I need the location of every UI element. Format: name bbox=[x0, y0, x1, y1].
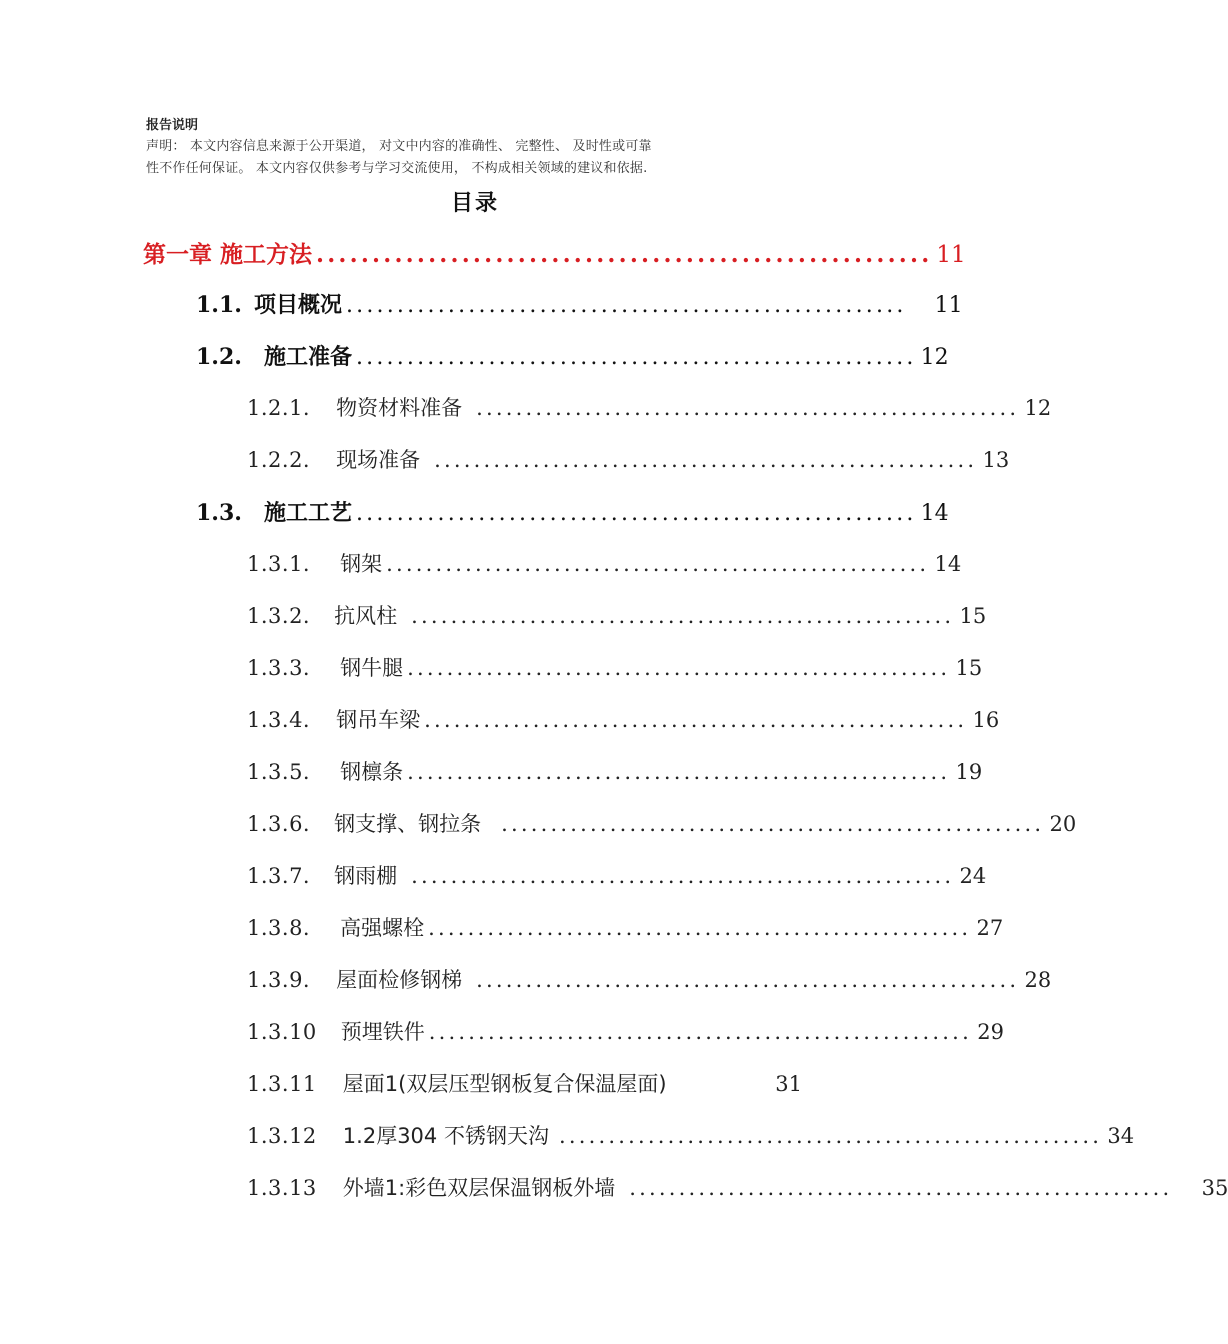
toc-page-number: 13 bbox=[982, 448, 1010, 472]
toc-entry-title: 预埋铁件 bbox=[340, 1020, 425, 1044]
toc-entry-title: 1.2厚304 不锈钢天沟 bbox=[342, 1124, 549, 1148]
toc-entry-title: 钢吊车梁 bbox=[336, 708, 421, 732]
toc-entry-1-3-13[interactable] bbox=[247, 1172, 1228, 1206]
toc-entry-1-3-2[interactable] bbox=[247, 600, 987, 634]
toc-leader-dots: ....................................................... bbox=[407, 760, 951, 784]
toc-leader-dots: ....................................................... bbox=[428, 916, 972, 940]
toc-entry-title: 第一章 施工方法 bbox=[143, 242, 313, 268]
toc-entry-number: 1.2.1. bbox=[247, 396, 311, 420]
toc-entry-number: 1.3.3. bbox=[247, 656, 311, 680]
toc-entry-number: 1.3.7. bbox=[247, 864, 311, 888]
toc-page-number: 19 bbox=[955, 760, 983, 784]
toc-entry-1-3-1[interactable] bbox=[247, 548, 962, 582]
toc-entry-title: 钢牛腿 bbox=[340, 656, 404, 680]
toc-leader-dots: ....................................................... bbox=[476, 968, 1020, 992]
toc-entry-1-3-5[interactable] bbox=[247, 756, 983, 790]
toc-leader-dots: ....................................................... bbox=[355, 501, 917, 526]
toc-entry-1-3-4[interactable] bbox=[247, 704, 1000, 738]
toc-entry-number: 1.3. bbox=[196, 500, 242, 526]
toc-entry-number: 1.3.10 bbox=[247, 1020, 317, 1044]
toc-entry-title: 施工准备 bbox=[263, 345, 352, 370]
toc-entry-number: 1.2. bbox=[196, 344, 242, 370]
toc-leader-dots: ....................................................... bbox=[355, 345, 917, 370]
toc-entry-1-3-10[interactable] bbox=[247, 1016, 1004, 1050]
toc-page-number: 29 bbox=[977, 1020, 1004, 1044]
toc-page-number: 20 bbox=[1049, 812, 1077, 836]
toc-leader-dots: ....................................................... bbox=[411, 864, 955, 888]
toc-entry-number: 1.3.6. bbox=[247, 812, 311, 836]
toc-entry-title: 物资材料准备 bbox=[336, 396, 463, 420]
toc-entry-title: 钢雨棚 bbox=[334, 864, 398, 888]
toc-page-number: 12 bbox=[920, 345, 949, 370]
toc-entry-title: 外墙1:彩色双层保温钢板外墙 bbox=[342, 1176, 616, 1200]
toc-entry-chapter-1[interactable] bbox=[143, 236, 966, 270]
toc-page-number: 15 bbox=[959, 604, 987, 628]
toc-leader-dots: ....................................................... bbox=[411, 604, 955, 628]
toc-entry-1-2-2[interactable] bbox=[247, 444, 1010, 478]
toc-entry-number: 1.2.2. bbox=[247, 448, 311, 472]
toc-page-number: 24 bbox=[959, 864, 987, 888]
toc-entry-1-3-7[interactable] bbox=[247, 860, 987, 894]
toc-page-number: 34 bbox=[1107, 1124, 1135, 1148]
report-notice bbox=[146, 116, 816, 180]
toc-entry-title: 屋面1(双层压型钢板复合保温屋面) bbox=[342, 1072, 667, 1096]
notice-title: 报告说明 bbox=[146, 118, 199, 133]
toc-entry-1-3-9[interactable] bbox=[247, 964, 1052, 998]
toc-page-number: 11 bbox=[934, 293, 963, 318]
toc-leader-dots: ....................................................... bbox=[558, 1124, 1103, 1148]
toc-page-number: 27 bbox=[976, 916, 1004, 940]
toc-entry-title: 项目概况 bbox=[253, 293, 342, 318]
toc-entry-number: 1.3.8. bbox=[247, 916, 311, 940]
toc-entry-1-2-1[interactable] bbox=[247, 392, 1052, 426]
toc-entry-1-2[interactable] bbox=[196, 340, 949, 374]
toc-entry-1-3-12[interactable] bbox=[247, 1120, 1135, 1154]
toc-entry-number: 1.3.11 bbox=[247, 1072, 317, 1096]
notice-line-1: 声明： 本文内容信息来源于公开渠道， 对文中内容的准确性、 完整性、 及时性或可靠 bbox=[146, 139, 652, 154]
toc-entry-1-3[interactable] bbox=[196, 496, 949, 530]
toc-entry-1-3-8[interactable] bbox=[247, 912, 1004, 946]
toc-leader-dots: ....................................................... bbox=[434, 448, 978, 472]
toc-entry-1-1[interactable] bbox=[196, 288, 963, 322]
toc-leader-dots: ....................................................... bbox=[476, 396, 1020, 420]
toc-entry-title: 钢檩条 bbox=[340, 760, 404, 784]
toc-page-number: 35 bbox=[1201, 1176, 1228, 1200]
toc-page-number: 16 bbox=[972, 708, 1000, 732]
toc-entry-title: 钢支撑、钢拉条 bbox=[334, 812, 482, 836]
toc-page-number: 28 bbox=[1024, 968, 1052, 992]
toc-entry-title: 施工工艺 bbox=[263, 501, 352, 526]
toc-leader-dots: ....................................................... bbox=[407, 656, 951, 680]
toc-entry-number: 1.3.2. bbox=[247, 604, 311, 628]
toc-entry-1-3-11[interactable] bbox=[247, 1068, 802, 1102]
toc-page-number: 11 bbox=[936, 242, 966, 268]
toc-entry-number: 1.3.4. bbox=[247, 708, 311, 732]
toc-entry-number: 1.3.9. bbox=[247, 968, 311, 992]
toc-leader-dots: ....................................................... bbox=[345, 293, 907, 318]
toc-leader-dots: ....................................................... bbox=[316, 241, 933, 268]
toc-entry-title: 钢架 bbox=[340, 552, 383, 576]
toc-page-number: 14 bbox=[934, 552, 962, 576]
toc-entry-title: 现场准备 bbox=[336, 448, 421, 472]
toc-entry-1-3-3[interactable] bbox=[247, 652, 983, 686]
toc-page-number: 15 bbox=[955, 656, 983, 680]
toc-entry-number: 1.3.1. bbox=[247, 552, 311, 576]
toc-entry-number: 1.3.5. bbox=[247, 760, 311, 784]
toc-title: 目录 bbox=[450, 191, 499, 216]
toc-page-number: 31 bbox=[775, 1072, 802, 1096]
toc-leader-dots: ....................................................... bbox=[629, 1176, 1173, 1200]
toc-leader-dots: ....................................................... bbox=[428, 1020, 972, 1044]
toc-page-number: 14 bbox=[920, 501, 949, 526]
toc-leader-dots: ....................................................... bbox=[386, 552, 930, 576]
toc-page-number: 12 bbox=[1024, 396, 1052, 420]
toc-leader-dots: ....................................................... bbox=[501, 812, 1045, 836]
toc-entry-title: 屋面检修钢梯 bbox=[336, 968, 463, 992]
toc-leader-dots: ....................................................... bbox=[424, 708, 968, 732]
toc-entry-title: 抗风柱 bbox=[334, 604, 398, 628]
toc-entry-number: 1.3.12 bbox=[247, 1124, 317, 1148]
toc-entry-title: 高强螺栓 bbox=[340, 916, 425, 940]
toc-entry-number: 1.3.13 bbox=[247, 1176, 317, 1200]
toc-entry-1-3-6[interactable] bbox=[247, 808, 1077, 842]
notice-line-2: 性不作任何保证。 本文内容仅供参考与学习交流使用， 不构成相关领域的建议和依据. bbox=[146, 161, 648, 176]
toc-entry-number: 1.1. bbox=[196, 292, 242, 318]
